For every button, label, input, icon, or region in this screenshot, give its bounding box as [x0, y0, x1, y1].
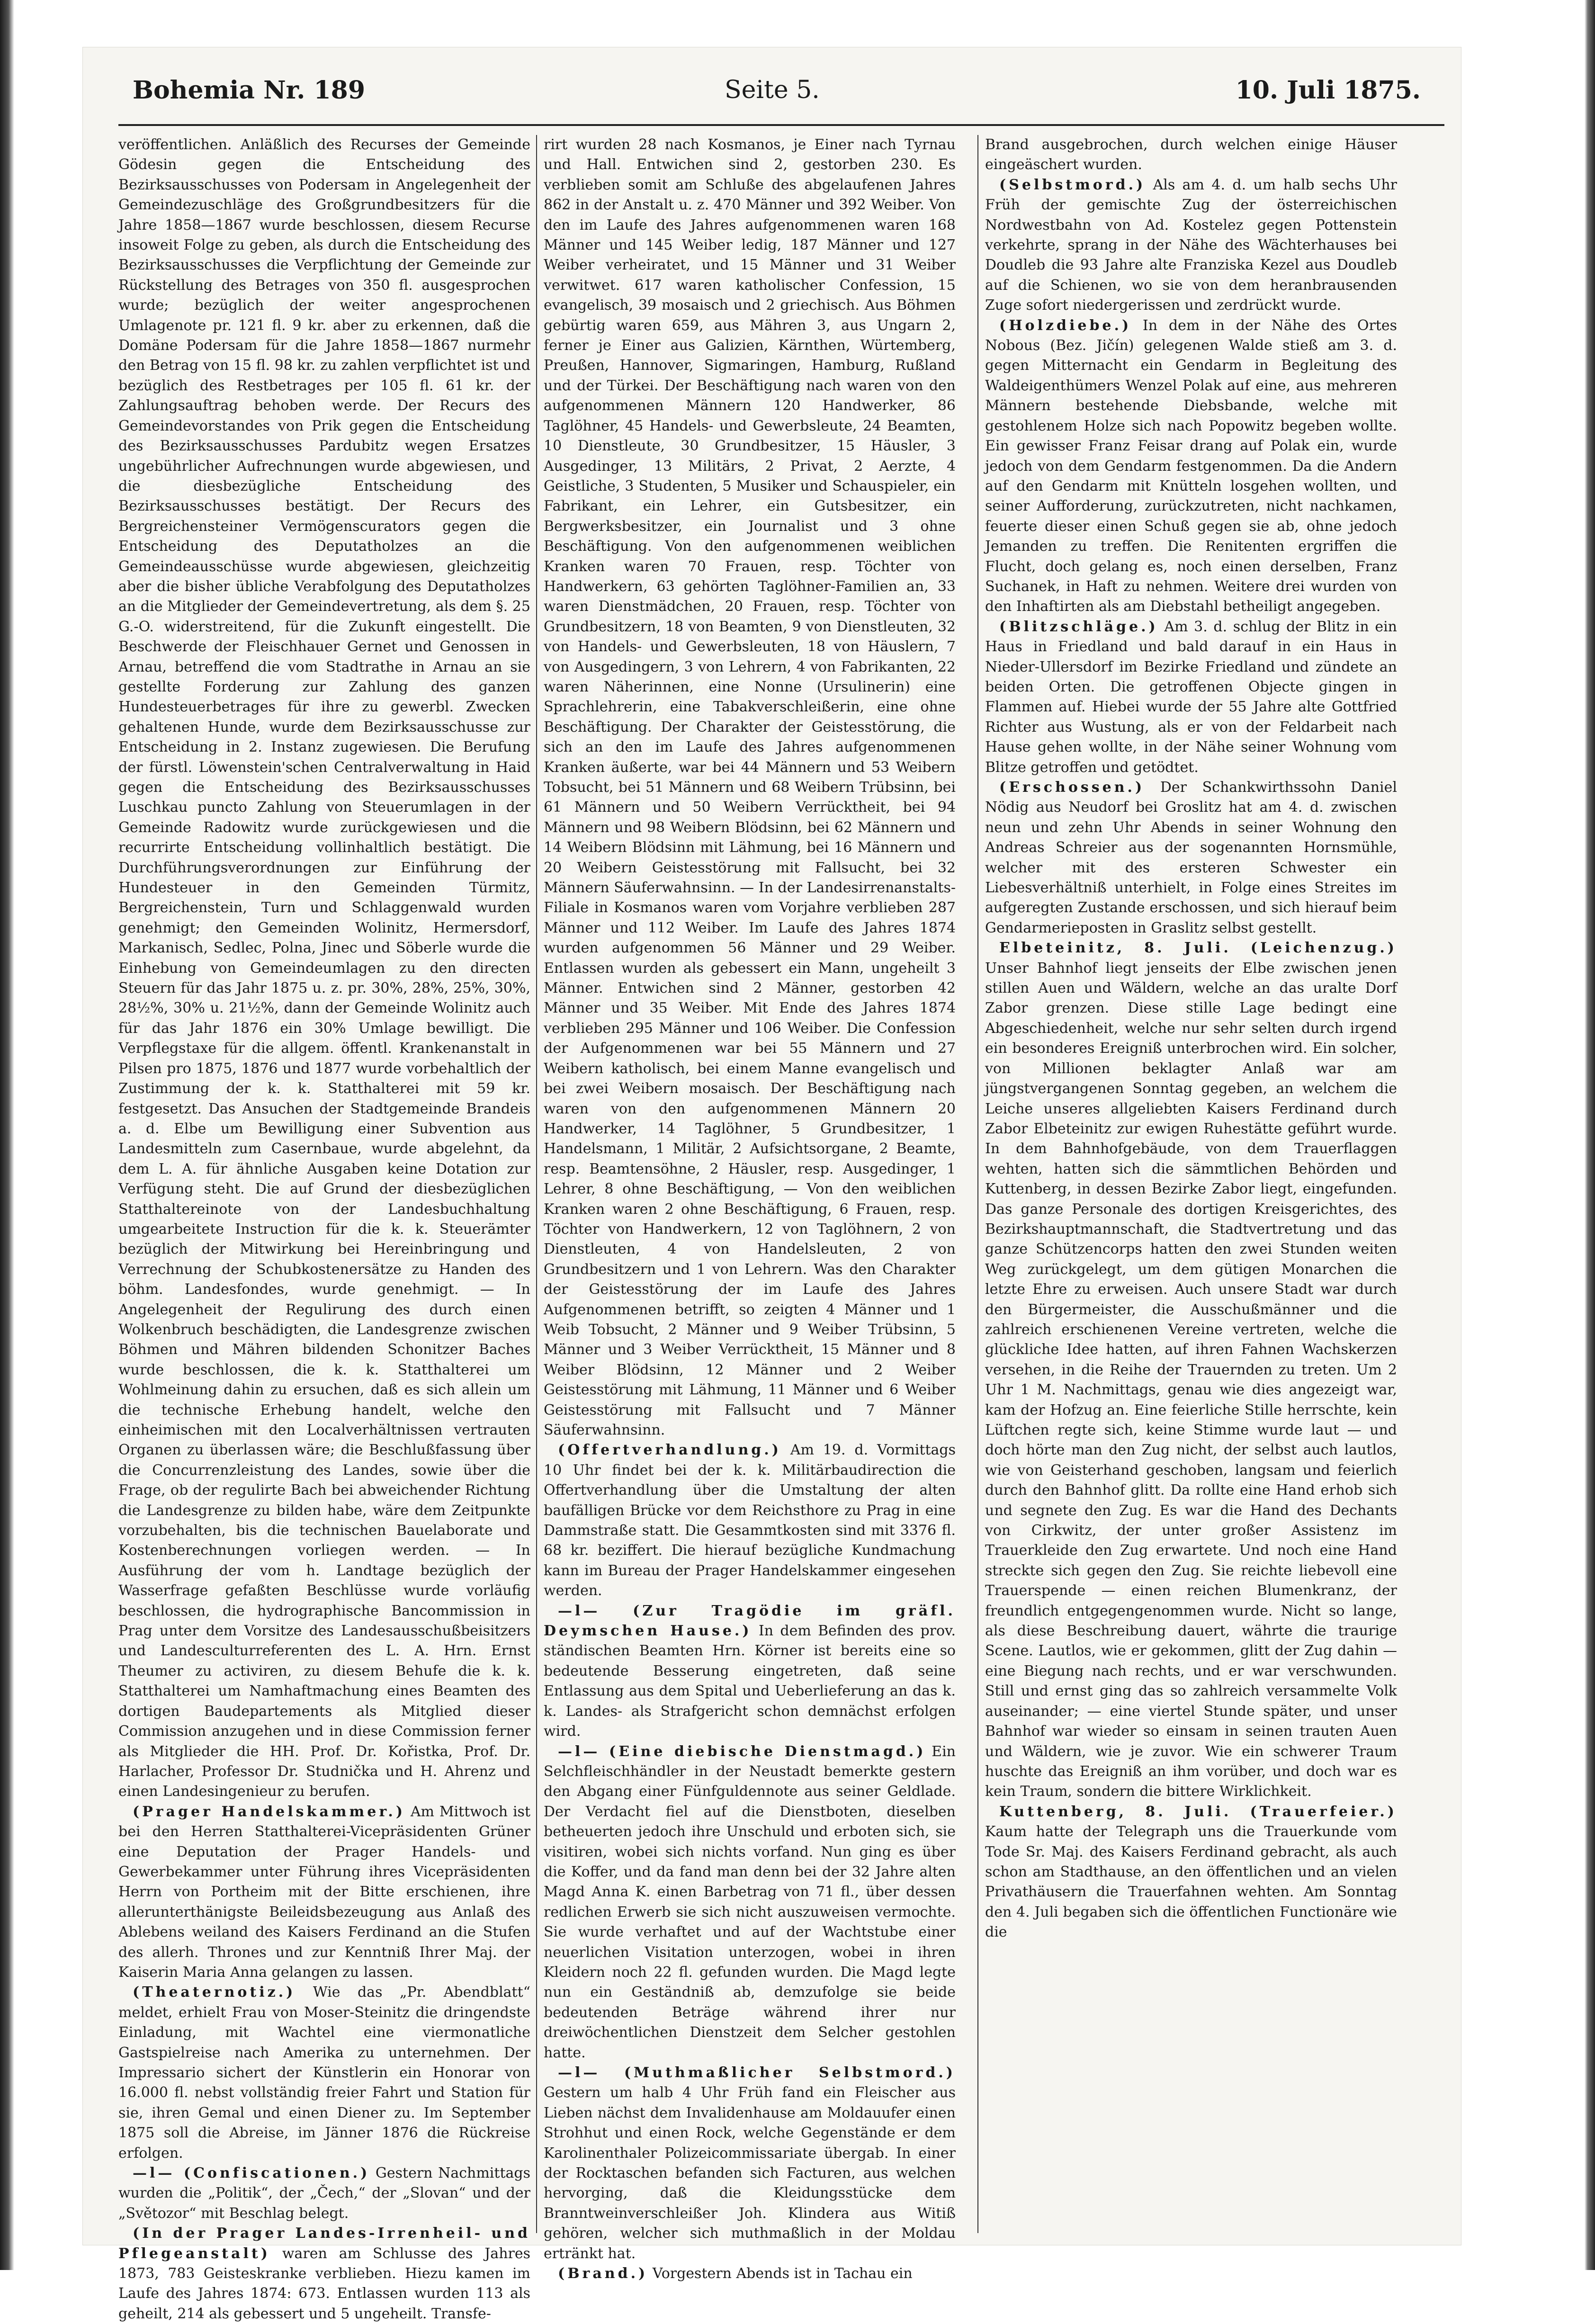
- article-body: Am Mittwoch ist bei den Herren Statthalterei-Vicepräsidenten Grüner eine Deputation der Prager Handels- und Gewerbekammer unter Führung ihres Vicepräsidenten Herrn von Portheim mit der Bitte erschienen, ihre allerunterthänigste Beileidsbezeugung aus Anlaß des Ablebens weiland des Kaisers Ferdinand an die Stufen des allerh. Thrones und zur Kenntniß Ihrer Maj. der Kaiserin Maria Anna gelangen zu lassen.: [118, 1803, 530, 1981]
- article-paragraph: [985, 1802, 1397, 1943]
- article-body: Als am 4. d. um halb sechs Uhr Früh der gemischte Zug der österreichischen Nordwestbahn von Ad. Kostelez gegen Pottenstein verkehrte, sprang in der Nähe des Wächterhauses bei Doudleb die 93 Jahre alte Franziska Kezel aus Doudleb auf die Schienen, wo sie von dem heranbrausenden Zuge sofort niedergerissen und zerdrückt wurde.: [985, 176, 1397, 314]
- article-title: (Selbstmord.): [999, 176, 1146, 193]
- scan-right-edge: [1585, 0, 1595, 2270]
- article-body: Der Schankwirthssohn Daniel Nödig aus Neudorf bei Groslitz hat am 4. d. zwischen neun und zehn Uhr Abends in seiner Wohnung den Andreas Schreier aus der sogenannten Hornsmühle, welcher mit des ersteren Schwester ein Liebesverhältniß unterhielt, in Folge eines Streites im aufgeregten Zustande erschossen, und sich hierauf beim Gendarmerieposten in Graslitz selbst gestellt.: [985, 779, 1397, 936]
- article-title: (Holzdiebe.): [999, 317, 1132, 334]
- article-paragraph: [985, 316, 1397, 617]
- article-body: waren am Schlusse des Jahres 1873, 783 Geisteskranke verblieben. Hiezu kamen im Laufe des Jahres 1874: 673. Entlassen wurden 113 als geheilt, 214 als gebessert und 5 ungeheilt. Transfe-: [118, 2245, 530, 2322]
- article-body: Am 19. d. Vormittags 10 Uhr findet bei der k. k. Militärbaudirection die Offertverhandlung über die Umstaltung der alten baufälligen Brücke vor dem Reichsthore zu Prag in eine Dammstraße statt. Die Gesammtkosten sind mit 3376 fl. 68 kr. beziffert. Die hierauf bezügliche Kundmachung kann im Bureau der Prager Handelskammer eingesehen werden.: [544, 1442, 956, 1599]
- article-continuation: [985, 135, 1397, 175]
- article-title: —l— (Eine diebische Dienstmagd.): [558, 1743, 926, 1760]
- article-title: (In der Prager Landes-Irrenheil- und Pflegeanstalt): [118, 2225, 530, 2262]
- article-paragraph: [544, 1440, 956, 1601]
- article-body: Gestern um halb 4 Uhr Früh fand ein Fleischer aus Lieben nächst dem Invalidenhause am Moldauufer einen Strohhut und einen Rock, welche Gegenstände er dem Karolinenthaler Polizeicommissariate übergab. In einer der Rocktaschen befanden sich Facturen, aus welchen hervorging, daß die Kleidungsstücke dem Branntweinverschleißer Joh. Klindera aus Witiß gehören, welcher sich muthmaßlich in der Moldau ertränkt hat.: [544, 2084, 956, 2262]
- article-body: Wie das „Pr. Abendblatt“ meldet, erhielt Frau von Moser-Steinitz die dringendste Einladung, mit Wachtel eine viermonatliche Gastspielreise nach Amerika zu unternehmen. Der Impressario sichert der Künstlerin ein Honorar von 16.000 fl. nebst vollständig freier Fahrt und Station für sie, ihren Gemal und einen Diener zu. Im September 1875 soll die Abreise, im Jänner 1876 die Rückreise erfolgen.: [118, 1984, 530, 2162]
- article-title: Elbeteinitz, 8. Juli. (Leichenzug.): [999, 940, 1397, 957]
- article-body: veröffentlichen. Anläßlich des Recurses der Gemeinde Gödesin gegen die Entscheidung des Bezirksausschusses von Podersam in Angelegenheit der Gemeindezuschläge des Großgrundbesitzers für die Jahre 1858—1867 wurde beschlossen, diesem Recurse insoweit Folge zu geben, als durch die Entscheidung des Bezirksausschusses die Verpflichtung der Gemeinde zur Rückstellung des Betrages von 350 fl. ausgesprochen wurde; bezüglich der weiter angesprochenen Umlagenote pr. 121 fl. 9 kr. aber zu erkennen, daß die Domäne Podersam für die Jahre 1858—1867 nurmehr den Betrag von 15 fl. 98 kr. zu zahlen verpflichtet ist und bezüglich des Restbetrages per 105 fl. 61 kr. der Zahlungsauftrag behoben werde. Der Recurs des Gemeindevorstandes von Prik gegen die Entscheidung des Bezirksausschusses Pardubitz wegen Ersatzes ungebührlicher Aufrechnungen wurde abgewiesen, und die diesbezügliche Entscheidung des Bezirksausschusses bestätigt. Der Recurs des Bergreichensteiner Vermögenscurators gegen die Entscheidung des Deputatholzes an die Gemeindeausschüsse wurde abgewiesen, gleichzeitig aber die bisher übliche Verabfolgung des Deputatholzes an die Mitglieder der Gemeindevertretung, als dem §. 25 G.-O. widerstreitend, für die Zukunft eingestellt. Die Beschwerde der Fleischhauer Gernet und Genossen in Arnau, betreffend die vom Stadtrathe in Arnau an sie gestellte Forderung zur Zahlung des ganzen Hundesteuerbetrages für ihre zu gewerbl. Zwecken gehaltenen Hunde, wurde dem Bezirksausschusse zur Entscheidung in 2. Instanz zugewiesen. Die Berufung der fürstl. Löwenstein'schen Centralverwaltung in Haid gegen die Entscheidung des Bezirksausschusses Luschkau puncto Zahlung von Steuerumlagen in der Gemeinde Radowitz wurde zurückgewiesen und die recurrirte Entscheidung vollinhaltlich bestätigt. Die Durchführungsverordnungen zur Einführung der Hundesteuer in den Gemeinden Türmitz, Bergreichenstein, Turn und Schlaggenwald wurden genehmigt; den Gemeinden Wolinitz, Hermersdorf, Markanisch, Sedlec, Polna, Jinec und Söberle wurde die Einhebung von Gemeindeumlagen zu den directen Steuern für das Jahr 1875 u. z. pr. 30%, 28%, 25%, 30%, 28½%, 30% u. 21½%, dann der Gemeinde Wolinitz auch für das Jahr 1876 ein 30% Umlage bewilligt. Die Verpflegstaxe für die allgem. öffentl. Krankenanstalt in Pilsen pro 1875, 1876 und 1877 wurde vorbehaltlich der Zustimmung der k. k. Statthalterei mit 59 kr. festgesetzt. Das Ansuchen der Stadtgemeinde Brandeis a. d. Elbe um Bewilligung einer Subvention aus Landesmitteln zum Casernbaue, wurde abgelehnt, da dem L. A. für ähnliche Ausgaben keine Dotation zur Verfügung steht. Die auf Grund der diesbezüglichen Statthaltereinote von der Landesbuchhaltung umgearbeitete Instruction für die k. k. Steuerämter bezüglich der Mitwirkung bei Hereinbringung und Verrechnung der Schubkostenersätze zu Handen des böhm. Landesfondes, wurde genehmigt. — In Angelegenheit der Regulirung des durch einen Wolkenbruch beschädigten, die Landesgrenze zwischen Böhmen und Mähren bildenden Schonitzer Baches wurde beschlossen, die k. k. Statthalterei um Wohlmeinung dahin zu ersuchen, daß es sich allein um die technische Erhebung handelt, welche den einheimischen mit den Localverhältnissen vertrauten Organen zu überlassen wäre; die Beschlußfassung über die Concurrenzleistung des Landes, sowie über die Frage, ob der regulirte Bach bei abweichender Richtung die Landesgrenze zu bilden habe, wäre dem Zeitpunkte vorzubehalten, bis die technischen Bauelaborate und Kostenberechnungen vorliegen werden. — In Ausführung der vom h. Landtage bezüglich der Wasserfrage gefaßten Beschlüsse wurde vorläufig beschlossen, die hydrographische Bancommission in Prag unter dem Vorsitze des Landesausschußbeisitzers und Landesculturreferenten des L. A. Hrn. Ernst Theumer zu activiren, zu diesem Behufe die k. k. Statthalterei um Namhaftmachung eines Beamten des dortigen Baudepartements als Mitglied dieser Commission anzugehen und in diese Commission ferner als Mitglieder die HH. Prof. Dr. Kořistka, Prof. Dr. Harlacher, Professor Dr. Studnička und H. Ahrenz und einen Landesingenieur zu berufen.: [118, 136, 530, 1800]
- article-body: Ein Selchfleischhändler in der Neustadt bemerkte gestern den Abgang einer Fünfguldennote aus seiner Geldlade. Der Verdacht fiel auf die Dienstboten, dieselben betheuerten jedoch ihre Unschuld und erboten sich, sie visitiren, wobei sich nichts vorfand. Nun ging es über die Koffer, und da fand man denn bei der 32 Jahre alten Magd Anna K. einen Barbetrag von 71 fl., über dessen redlichen Erwerb sie sich nicht auszuweisen vermochte. Sie wurde verhaftet und auf der Wachtstube einer neuerlichen Visitation unterzogen, wobei in ihren Kleidern noch 22 fl. gefunden wurden. Die Magd legte nun ein Geständniß ab, demzufolge sie beide bedeutenden Beträge während ihrer nur dreiwöchentlichen Dienstzeit dem Selcher gestohlen hatte.: [544, 1743, 956, 2061]
- page-header: [133, 76, 1421, 114]
- article-paragraph: [985, 617, 1397, 778]
- article-title: (Erschossen.): [999, 779, 1145, 796]
- article-paragraph: [544, 1601, 956, 1742]
- article-body: In dem in der Nähe des Ortes Nobous (Bez. Jičín) gelegenen Walde stieß am 3. d. gegen Mitternacht ein Gendarm in Begleitung des Waldeigenthümers Wenzel Polak auf eine, aus mehreren Männern bestehende Diebsbande, welche mit gestohlenem Holze sich nach Popowitz begeben wollte. Ein gewisser Franz Feisar drang auf Polak ein, wurde jedoch von dem Gendarm festgenommen. Da die Andern auf den Gendarm mit Knütteln losgehen wollten, und seiner Aufforderung, zurückzutreten, nicht nachkamen, feuerte dieser einen Schuß gegen sie ab, ohne jedoch Jemanden zu treffen. Die Renitenten ergriffen die Flucht, doch gelang es, noch einen derselben, Franz Suchanek, in Haft zu nehmen. Weitere drei wurden von den Inhaftirten als am Diebstahl betheiligt angegeben.: [985, 317, 1397, 615]
- article-paragraph: [544, 2063, 956, 2264]
- article-body: Kaum hatte der Telegraph uns die Trauerkunde vom Tode Sr. Maj. des Kaisers Ferdinand gebracht, als auch schon am Stadthause, an den öffentlichen und an vielen Privathäusern die Trauerfahnen wehten. Am Sonntag den 4. Juli begaben sich die öffentlichen Functionäre wie die: [985, 1823, 1397, 1941]
- article-body: In dem Befinden des prov. ständischen Beamten Hrn. Körner ist bereits eine so bedeutende Besserung eingetreten, daß seine Entlassung aus dem Spital und Ueberlieferung an das k. k. Landes- als Strafgericht schon demnächst erfolgen wird.: [544, 1623, 956, 1740]
- article-title: —l— (Muthmaßlicher Selbstmord.): [558, 2064, 956, 2081]
- article-body: Vorgestern Abends ist in Tachau ein: [652, 2265, 913, 2282]
- article-title: (Prager Handelskammer.): [133, 1803, 406, 1820]
- header-center: Seite 5.: [725, 76, 820, 104]
- article-paragraph: [118, 2163, 530, 2224]
- article-body: Brand ausgebrochen, durch welchen einige Häuser eingeäschert wurden.: [985, 136, 1397, 173]
- article-body: Am 3. d. schlug der Blitz in ein Haus in Friedland und bald darauf in ein Haus in Nieder-Ullersdorf im Bezirke Friedland und zündete an beiden Orten. Die getroffenen Objecte gingen in Flammen auf. Hiebei wurde der 55 Jahre alte Gottfried Richter aus Wustung, als er von der Feldarbeit nach Hause gehen wollte, in der Nähe seiner Wohnung vom Blitze getroffen und getödtet.: [985, 618, 1397, 776]
- header-left: Bohemia Nr. 189: [133, 76, 366, 105]
- article-paragraph: [985, 938, 1397, 1802]
- header-rule: [118, 124, 1444, 126]
- article-paragraph: [985, 175, 1397, 316]
- column-3: [985, 135, 1397, 2233]
- article-paragraph: [544, 2264, 956, 2284]
- article-body: Gestern Nachmittags wurden die „Politik“, der „Čech,“ der „Slovan“ und der „Světozor“ mit Beschlag belegt.: [118, 2165, 530, 2222]
- column-divider: [536, 135, 537, 2233]
- column-2: [544, 135, 956, 2282]
- article-title: Kuttenberg, 8. Juli. (Trauerfeier.): [999, 1803, 1397, 1820]
- article-paragraph: [118, 2224, 530, 2324]
- article-title: (Blitzschläge.): [999, 618, 1158, 635]
- article-paragraph: [985, 778, 1397, 938]
- article-paragraph: [118, 1802, 530, 1983]
- article-body: rirt wurden 28 nach Kosmanos, je Einer nach Tyrnau und Hall. Entwichen sind 2, gestorben 230. Es verblieben somit am Schluße des abgelaufenen Jahres 862 in der Anstalt u. z. 470 Männer und 392 Weiber. Von den im Laufe des Jahres aufgenommenen waren 168 Männer und 145 Weiber ledig, 187 Männer und 127 Weiber verheiratet, und 15 Männer und 31 Weiber verwitwet. 617 waren katholischer Confession, 15 evangelisch, 39 mosaisch und 2 griechisch. Aus Böhmen gebürtig waren 659, aus Mähren 3, aus Ungarn 2, ferner je Einer aus Galizien, Kärnthen, Würtemberg, Preußen, Hannover, Sigmaringen, Hamburg, Rußland und der Türkei. Der Beschäftigung nach waren von den aufgenommenen Männern 120 Handwerker, 86 Taglöhner, 45 Handels- und Gewerbsleute, 24 Beamten, 10 Dienstleute, 30 Grundbesitzer, 15 Häusler, 3 Ausgedinger, 13 Militärs, 2 Privat, 2 Aerzte, 4 Geistliche, 3 Studenten, 5 Musiker und Schauspieler, ein Fabrikant, ein Lehrer, ein Gutsbesitzer, ein Bergwerksbesitzer, ein Journalist und 3 ohne Beschäftigung. Von den aufgenommenen weiblichen Kranken waren 70 Frauen, resp. Töchter von Handwerkern, 63 gehörten Taglöhner-Familien an, 33 waren Dienstmädchen, 20 Frauen, resp. Töchter von Grundbesitzern, 18 von Beamten, 9 von Dienstleuten, 32 von Handels- und Gewerbsleuten, 18 von Häuslern, 7 von Ausgedingern, 3 von Lehrern, 4 von Fabrikanten, 22 waren Näherinnen, eine Nonne (Ursulinerin) eine Sprachlehrerin, eine Tabakverschleißerin, eine ohne Beschäftigung. Der Charakter der Geistesstörung, die sich an den im Laufe des Jahres aufgenommenen Kranken äußerte, war bei 44 Männern und 53 Weibern Tobsucht, bei 51 Männern und 68 Weibern Trübsinn, bei 61 Männern und 50 Weibern Verrücktheit, bei 94 Männern und 98 Weibern Blödsinn, bei 62 Männern und 14 Weibern Blödsinn mit Lähmung, bei 16 Männern und 20 Weibern Geistesstörung mit Fallsucht, bei 32 Männern Säuferwahnsinn. — In der Landesirrenanstalts-Filiale in Kosmanos waren vom Vorjahre verblieben 287 Männer und 112 Weiber. Im Laufe des Jahres 1874 wurden aufgenommen 56 Männer und 29 Weiber. Entlassen wurden als gebessert ein Mann, ungeheilt 3 Männer. Entwichen sind 2 Männer, gestorben 42 Männer und 35 Weiber. Mit Ende des Jahres 1874 verblieben 295 Männer und 106 Weiber. Die Confession der Aufgenommenen war bei 55 Männern und 27 Weibern katholisch, bei einem Manne evangelisch und bei zwei Weibern mosaisch. Der Beschäftigung nach waren von den aufgenommenen Männern 20 Handwerker, 14 Taglöhner, 5 Grundbesitzer, 1 Handelsmann, 1 Militär, 2 Aufsichtsorgane, 2 Beamte, resp. Beamtensöhne, 2 Häusler, resp. Ausgedinger, 1 Lehrer, 8 ohne Beschäftigung, — Von den weiblichen Kranken waren 2 ohne Beschäftigung, 6 Frauen, resp. Töchter von Handwerkern, 12 von Taglöhnern, 2 von Dienstleuten, 4 von Handelsleuten, 2 von Grundbesitzern und 1 von Lehrern. Was den Charakter der Geistesstörung der im Laufe des Jahres Aufgenommenen betrifft, so zeigten 4 Männer und 1 Weib Tobsucht, 2 Männer und 9 Weiber Trübsinn, 5 Männer und 3 Weiber Verrücktheit, 15 Männer und 8 Weiber Blödsinn, 12 Männer und 2 Weiber Geistesstörung mit Lähmung, 11 Männer und 6 Weiber Geistesstörung mit Fallsucht und 7 Männer Säuferwahnsinn.: [544, 136, 956, 1438]
- article-continuation: [118, 135, 530, 1802]
- article-title: (Brand.): [558, 2265, 648, 2282]
- header-right: 10. Juli 1875.: [1235, 76, 1421, 105]
- column-divider: [977, 135, 978, 2233]
- article-title: (Theaternotiz.): [133, 1984, 296, 2001]
- article-paragraph: [544, 1742, 956, 2064]
- column-1: [118, 135, 530, 2322]
- scan-left-edge: [0, 0, 14, 2270]
- article-body: Unser Bahnhof liegt jenseits der Elbe zwischen jenen stillen Auen und Wäldern, welche an das uralte Dorf Zabor grenzen. Diese stille Lage bedingt eine Abgeschiedenheit, welche nur sehr selten durch irgend ein besonderes Ereigniß unterbrochen wird. Ein solcher, von Millionen beklagter Anlaß war am jüngstvergangenen Sonntag gegeben, an welchem die Leiche unseres allgeliebten Kaisers Ferdinand durch Zabor Elbeteinitz zur ewigen Ruhestätte geführt wurde. In dem Bahnhofgebäude, von dem Trauerflaggen wehten, hatten sich die sämmtlichen Behörden und Kuttenberg, in dessen Bezirke Zabor liegt, eingefunden. Das ganze Personale des dortigen Kreisgerichtes, des Bezirkshauptmannschaft, die Stadtvertretung und das ganze Schützencorps hatten den zwei Stunden weiten Weg zurückgelegt, um dem gütigen Monarchen die letzte Ehre zu erweisen. Auch unsere Stadt war durch den Bürgermeister, die Ausschußmänner und die zahlreich erschienenen Vereine vertreten, welche die glückliche Idee hatten, auf ihren Fahnen Wachskerzen versehen, in die Reihe der Trauernden zu treten. Um 2 Uhr 1 M. Nachmittags, genau wie dies angezeigt war, kam der Hofzug an. Eine feierliche Stille herrschte, kein Lüftchen regte sich, keine Stimme wurde laut — und doch hörte man den Zug nicht, der selbst auch lautlos, wie von Geisterhand geschoben, langsam und feierlich durch den Bahnhof glitt. Da rollte eine Hand erhob sich und segnete den Zug. Es war die Hand des Dechants von Cirkwitz, der unter großer Assistenz im Trauerkleide den Zug erwartete. Und noch eine Hand streckte sich gegen den Zug. Sie reichte liebevoll eine Trauerspende — einen reichen Blumenkranz, der freundlich entgegengenommen wurde. Nicht so lange, als diese Beschreibung dauert, währte die traurige Scene. Lautlos, wie er gekommen, glitt der Zug dahin — eine Biegung nach rechts, und er war verschwunden. Still und ernst ging das so zahlreich versammelte Volk auseinander; — eine viertel Stunde später, und unser Bahnhof war wieder so einsam in seinen trauten Auen und Wäldern, wie je zuvor. Wie ein schwerer Traum huschte das Ereigniß an ihm vorüber, und doch war es kein Traum, sondern die bittere Wirklichkeit.: [985, 960, 1397, 1800]
- article-title: (Offertverhandlung.): [558, 1442, 781, 1459]
- article-title: —l— (Confiscationen.): [133, 2165, 370, 2182]
- article-continuation: [544, 135, 956, 1440]
- article-paragraph: [118, 1983, 530, 2163]
- article-title: —l— (Zur Tragödie im gräfl. Deymschen Hause.): [544, 1602, 956, 1640]
